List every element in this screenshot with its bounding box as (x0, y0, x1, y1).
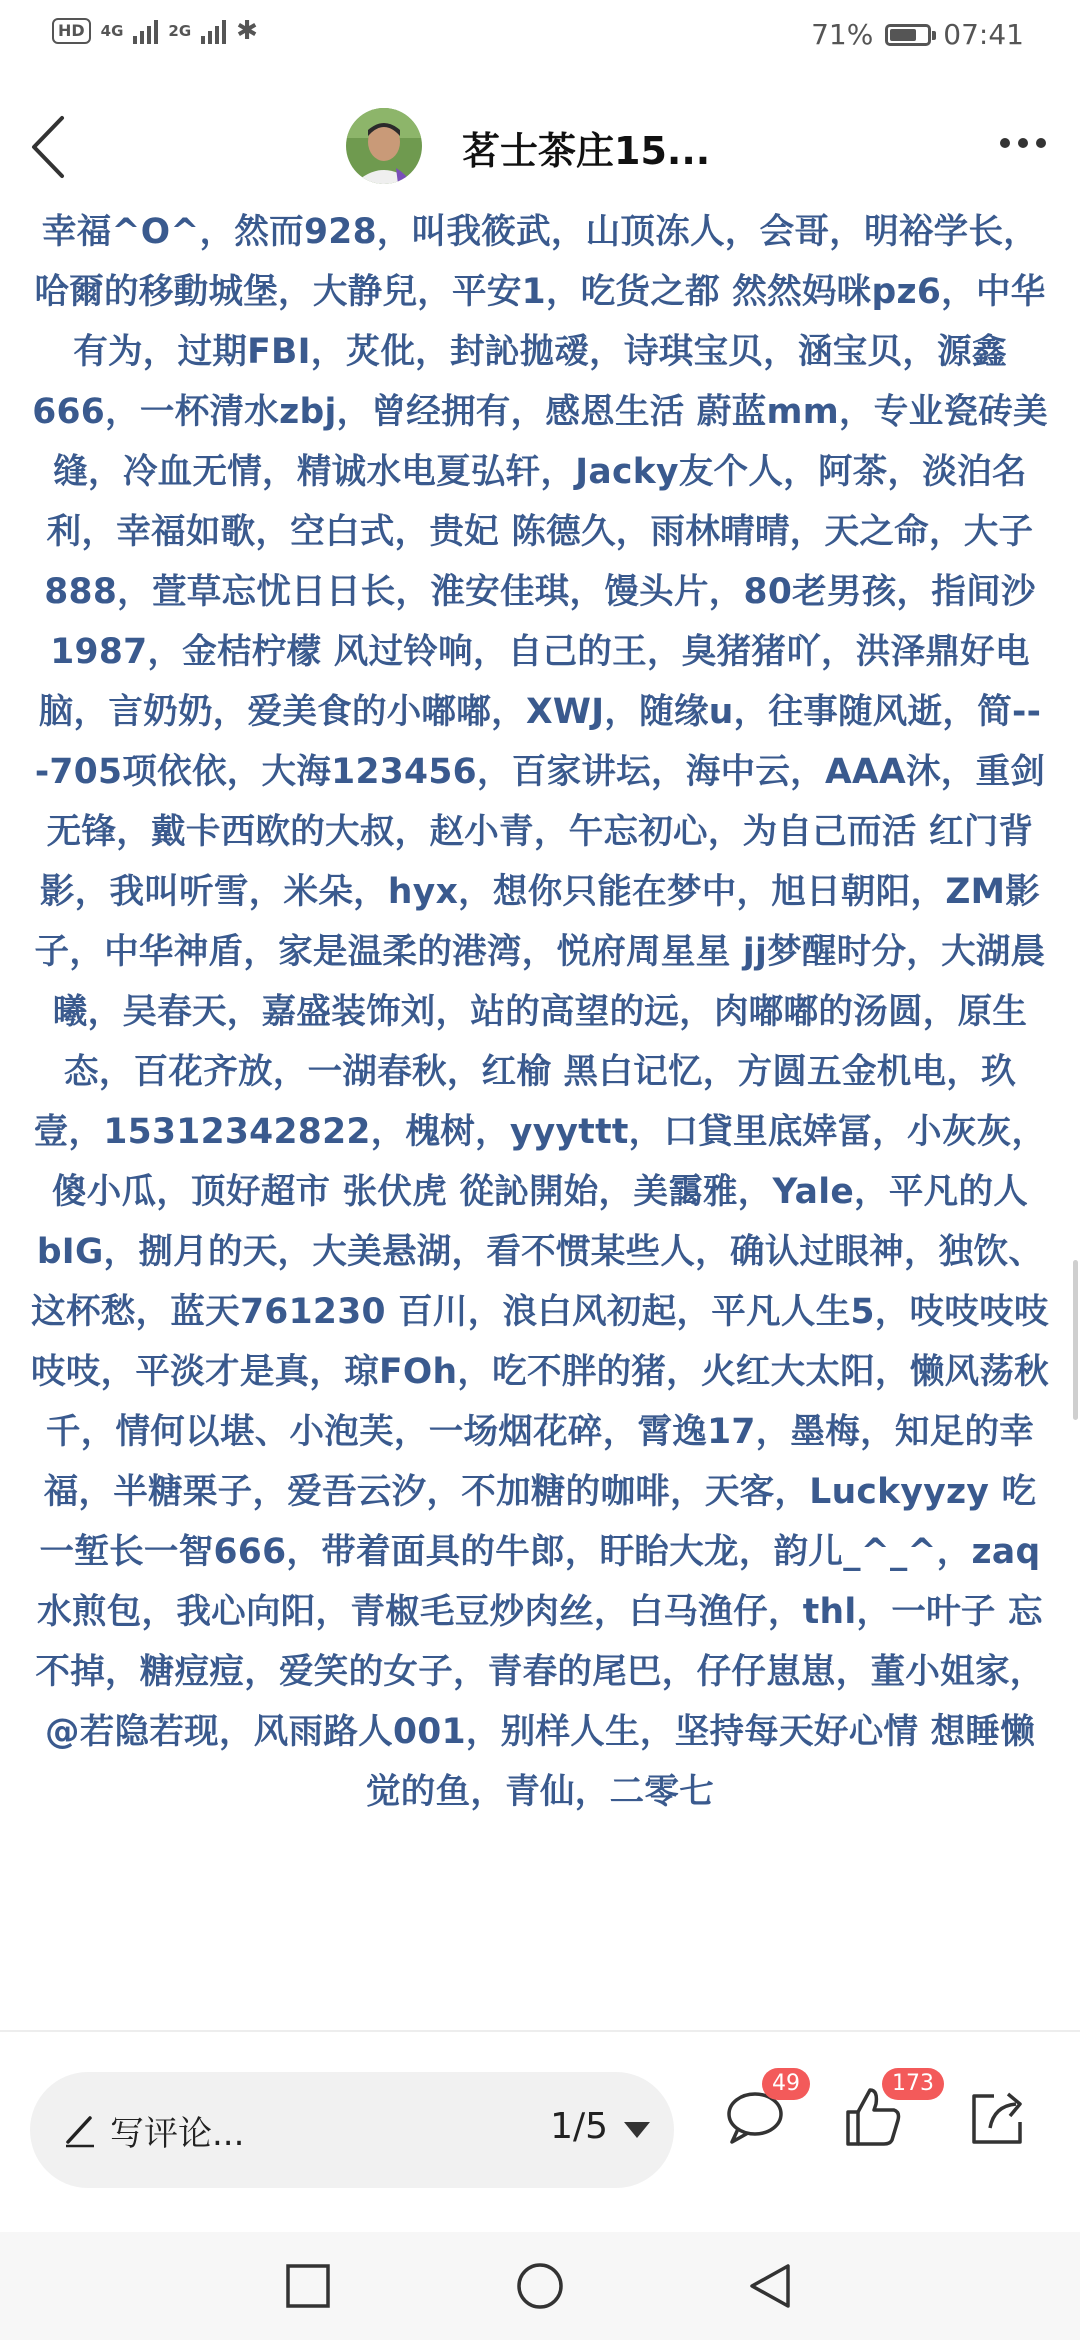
comment-button[interactable] (720, 2071, 800, 2152)
avatar[interactable] (346, 108, 422, 184)
share-button[interactable] (964, 2082, 1034, 2152)
page-title: 茗士茶庄15... (462, 129, 711, 173)
comment-input[interactable] (30, 2072, 674, 2188)
pencil-icon (62, 2112, 98, 2148)
post-content[interactable] (30, 198, 1050, 2018)
names-text: 幸福^O^，然而928，叫我筱武，山顶冻人，会哥，明裕学长，哈爾的移動城堡，大静兒，平安1，吃货之都 然然妈咪pz6，中华有为，过期FBI，炗仳，封訫拋叆，诗琪宝贝，涵宝贝，源鑫666，一杯清水zbj，曾经拥有，感恩生活 蔚蓝mm，专业瓷砖美缝，冷血无情，精诚水电夏弘轩，Jacky友个人，阿茶，淡泊名利，幸福如歌，空白式，贵妃 陈德久，雨林晴晴，天之命，大子888，萱草忘忧日日长，淮安佳琪，馒头片，80老男孩，指间沙1987，金桔柠檬 风过铃响，自己的王，臭猪猪吖，洪泽鼎好电脑，言奶奶，爱美食的小嘟嘟，XWJ，随缘u，往事随风逝，简---705项依依，大海123456，百家讲坛，海中云，AAA沐，重剑无锋，戴卡西欧的大叔，赵小青，午忘初心，为自己而活 红门背影，我叫听雪，米朵，hyx，想你只能在梦中，旭日朝阳，ZM影子，中华神盾，家是温柔的港湾，悦府周星星 jj梦醒时分，大湖晨曦，吴春天，嘉盛装饰刘，站的高望的远，肉嘟嘟的汤圆，原生态，百花齐放，一湖春秋，红榆 黑白记忆，方圆五金机电，玖壹，15312342822，槐树，yyyttt，口貸里底婞冨，小灰灰，傻小瓜，顶好超市 张伏虎 從訫開始，美靄雅，Yale，平凡的人bIG，捌月的天，大美悬湖，看不惯某些人，确认过眼神，独饮、这杯愁，蓝天761230 百川，浪白风初起，平凡人生5，吱吱吱吱吱吱，平淡才是真，琼FOh，吃不胖的猪，火红大太阳，懒风荡秋千，情何以堪、小泡芙，一场烟花碎，霄逸17，墨梅，知足的幸福，半糖栗子，爱吾云汐，不加糖的咖啡，天客，Luckyyzy 吃一堑长一智666，带着面具的牛郎，盱眙大龙，韵儿_^_^，zaq水煎包，我心向阳，青椒毛豆炒肉丝，白马渔仔，thl，一叶子 忘不掉，糖痘痘，爱笑的女子，青春的尾巴，仔仔崽崽，董小姐家，@若隐若现，风雨路人001，别样人生，坚持每天好心情 想睡懒觉的鱼，青仙，二零七 (31, 212, 1049, 1812)
hd-badge: HD (52, 18, 91, 44)
back-icon[interactable] (26, 112, 70, 182)
network-type-2: 2G (168, 22, 192, 40)
share-icon (964, 2082, 1034, 2152)
signal-icon (133, 18, 158, 44)
bluetooth-icon: ✱ (236, 16, 258, 46)
more-icon[interactable] (1000, 138, 1046, 148)
comment-placeholder: 写评论... (110, 2114, 245, 2154)
nav-back-icon[interactable] (744, 2260, 796, 2312)
clock: 07:41 (943, 18, 1024, 51)
scrollbar[interactable] (1073, 1260, 1078, 1420)
battery-fill (890, 29, 916, 41)
home-icon[interactable] (514, 2260, 566, 2312)
recent-apps-icon[interactable] (282, 2260, 334, 2312)
network-type-1: 4G (100, 22, 124, 40)
like-button[interactable] (838, 2071, 934, 2152)
battery-icon (885, 24, 931, 46)
page-indicator[interactable]: 1/5 (550, 2106, 608, 2147)
more-dot (1000, 138, 1010, 148)
system-nav-bar (0, 2232, 1080, 2340)
status-right (811, 18, 1024, 51)
top-header (0, 90, 1080, 210)
caret-down-icon[interactable] (624, 2122, 650, 2138)
like-count-badge: 173 (882, 2068, 944, 2100)
status-left (52, 16, 258, 46)
signal-icon-2 (201, 18, 226, 44)
battery-percent: 71% (811, 18, 874, 51)
more-dot (1018, 138, 1028, 148)
bottom-action-bar (0, 2032, 1080, 2232)
status-bar (0, 0, 1080, 72)
more-dot (1036, 138, 1046, 148)
comment-count-badge: 49 (762, 2068, 810, 2100)
